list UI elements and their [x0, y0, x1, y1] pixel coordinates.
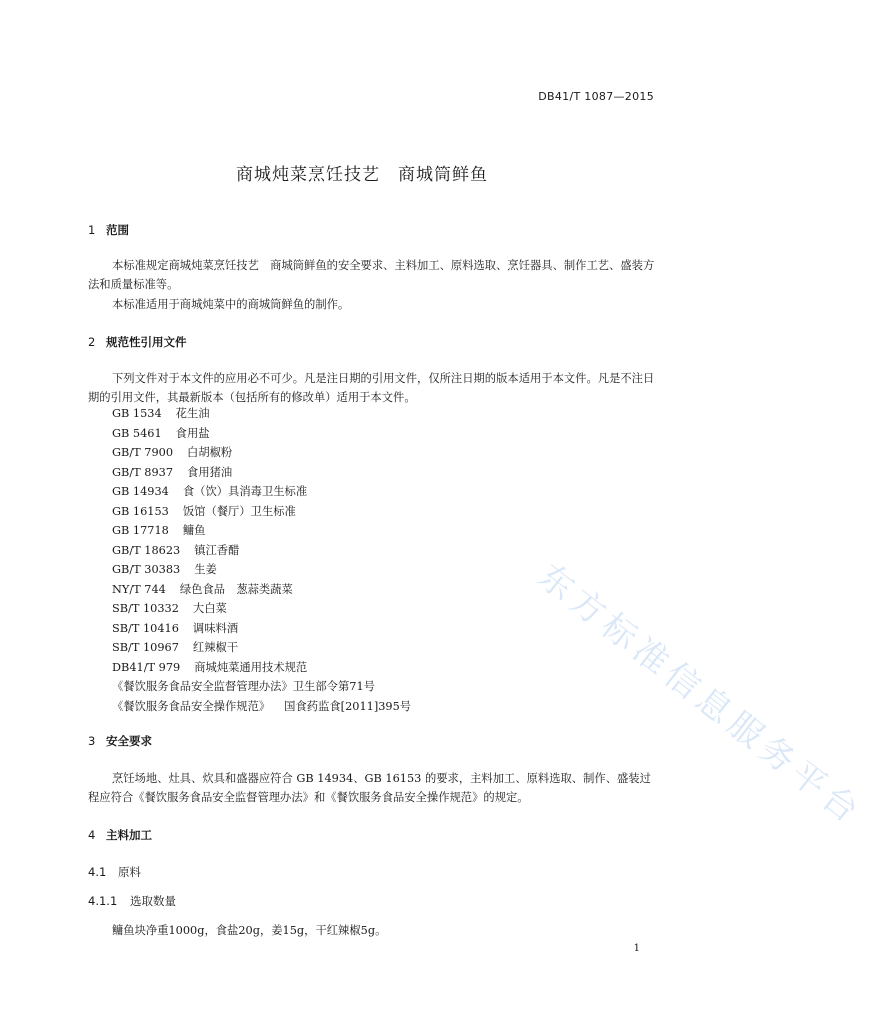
reference-item	[112, 424, 411, 444]
subsection-number: 4.1.1	[88, 894, 118, 908]
reference-item	[112, 502, 411, 522]
reference-code: GB/T 18623	[112, 543, 181, 557]
reference-name: 绿色食品 葱蒜类蔬菜	[179, 582, 293, 596]
section-title: 规范性引用文件	[106, 335, 187, 349]
reference-name: 食用猪油	[187, 465, 233, 479]
reference-code: NY/T 744	[112, 582, 166, 596]
reference-code: GB 5461	[112, 426, 162, 440]
section-1-paragraph-2: 本标准适用于商城炖菜中的商城筒鲜鱼的制作。	[112, 298, 350, 311]
reference-item	[112, 697, 411, 717]
section-number: 2	[88, 335, 96, 349]
reference-list	[112, 404, 411, 716]
section-1-paragraph-1: 本标准规定商城炖菜烹饪技艺 商城筒鲜鱼的安全要求、主料加工、原料选取、烹饪器具、制作工艺、盛装方法和质量标准等。	[88, 259, 655, 291]
reference-item	[112, 463, 411, 483]
reference-item	[112, 541, 411, 561]
reference-name: 食用盐	[175, 426, 210, 440]
section-4-heading	[88, 827, 152, 843]
page-number: 1	[633, 943, 640, 954]
reference-item	[112, 599, 411, 619]
standard-number: DB41/T 1087—2015	[538, 90, 654, 103]
reference-code: GB/T 8937	[112, 465, 174, 479]
reference-code: DB41/T 979	[112, 660, 181, 674]
reference-item	[112, 580, 411, 600]
reference-code: GB 17718	[112, 524, 169, 537]
reference-name: 鳙鱼	[182, 524, 206, 537]
section-2-heading	[88, 334, 187, 350]
section-number: 3	[88, 734, 96, 748]
reference-name: 生姜	[194, 563, 217, 576]
watermark-text: 东方标准信息服务平台	[530, 556, 871, 835]
section-1-heading	[88, 222, 129, 238]
reference-name: 食（饮）具消毒卫生标准	[182, 485, 308, 498]
watermark	[530, 550, 871, 835]
section-number: 1	[88, 223, 96, 237]
subsection-title: 原料	[118, 865, 141, 879]
reference-code: SB/T 10332	[112, 602, 179, 615]
reference-item	[112, 658, 411, 678]
reference-item	[112, 560, 411, 580]
subsection-4-1-heading	[88, 864, 141, 880]
section-title: 主料加工	[106, 828, 152, 842]
reference-item	[112, 521, 411, 541]
section-title: 范围	[106, 223, 129, 237]
reference-item	[112, 619, 411, 639]
reference-code: GB/T 30383	[112, 563, 181, 576]
section-number: 4	[88, 828, 96, 842]
section-3-heading	[88, 733, 152, 749]
reference-code: SB/T 10967	[112, 641, 179, 654]
reference-name: 镇江香醋	[194, 543, 240, 557]
subsection-title: 选取数量	[130, 894, 176, 908]
reference-code: 《餐饮服务食品安全操作规范》	[112, 699, 271, 713]
reference-name: 调味料酒	[192, 621, 239, 635]
reference-code: 《餐饮服务食品安全监督管理办法》	[112, 680, 293, 693]
section-title: 安全要求	[106, 734, 152, 748]
reference-name: 大白菜	[192, 602, 227, 615]
reference-name: 白胡椒粉	[187, 446, 233, 459]
subsection-number: 4.1	[88, 865, 107, 879]
section-3-paragraph: 烹饪场地、灶具、炊具和盛器应符合 GB 14934、GB 16153 的要求，主料加工、原料选取、制作、盛装过程应符合《餐饮服务食品安全监督管理办法》和《餐饮服务食品安全操作规范》的规定。	[88, 772, 651, 804]
reference-name: 红辣椒干	[192, 641, 239, 654]
reference-code: SB/T 10416	[112, 621, 179, 635]
reference-name: 卫生部令第71号	[292, 680, 375, 693]
reference-name: 花生油	[175, 407, 210, 420]
reference-code: GB 1534	[112, 407, 162, 420]
subsection-4-1-1-heading	[88, 893, 176, 909]
reference-item	[112, 638, 411, 658]
reference-item	[112, 443, 411, 463]
reference-item	[112, 677, 411, 697]
document-title: 商城炖菜烹饪技艺 商城筒鲜鱼	[236, 165, 488, 185]
section-4-paragraph: 鳙鱼块净重1000g，食盐20g，姜15g，干红辣椒5g。	[112, 924, 387, 937]
reference-name: 饭馆（餐厅）卫生标准	[182, 504, 296, 518]
reference-code: GB 14934	[112, 485, 169, 498]
reference-code: GB/T 7900	[112, 446, 174, 459]
reference-code: GB 16153	[112, 504, 169, 518]
reference-name: 商城炖菜通用技术规范	[194, 660, 308, 674]
section-2-intro: 下列文件对于本文件的应用必不可少。凡是注日期的引用文件，仅所注日期的版本适用于本文件。凡是不注日期的引用文件，其最新版本（包括所有的修改单）适用于本文件。	[88, 372, 655, 404]
reference-name: 国食药监食[2011]395号	[284, 699, 412, 713]
reference-item	[112, 404, 411, 424]
reference-item	[112, 482, 411, 502]
